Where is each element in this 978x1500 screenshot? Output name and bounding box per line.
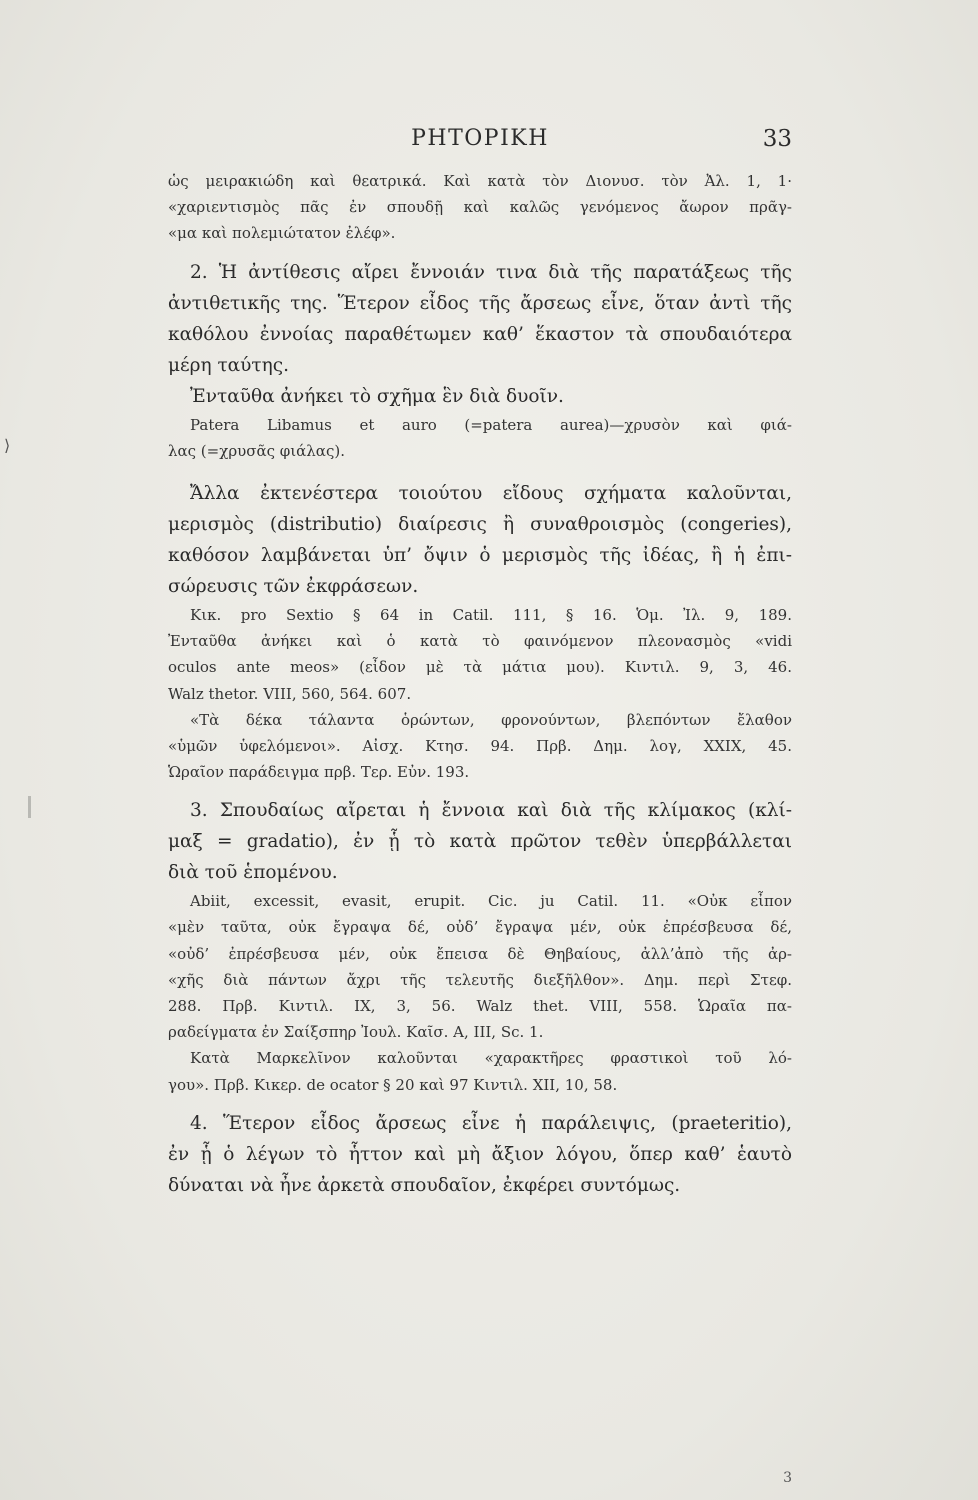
text-line: μαξ = gradatio), ἐν ᾗ τὸ κατὰ πρῶτον τεθὲν ὑπερβάλλεται (168, 831, 792, 853)
text-line: ὡς μειρακιώδη καὶ θεατρικά. Καὶ κατὰ τὸν Διονυσ. τὸν Ἀλ. 1, 1· (168, 172, 792, 190)
margin-bracket-mark: ⟩ (4, 436, 11, 455)
text-line: «χῆς διὰ πάντων ἄχρι τῆς τελευτῆς διεξῆλθον». Δημ. περὶ Στεφ. (168, 970, 792, 989)
ink-spot (28, 796, 31, 818)
text-line: Abiit, excessit, evasit, erupit. Cic. ju Catil. 11. «Οὐκ εἶπον (190, 892, 792, 911)
text-line: «ὑμῶν ὑφελόμενοι». Αἰσχ. Κτησ. 94. Πρβ. Δημ. λογ, XXIX, 45. (168, 736, 792, 755)
page-header (168, 126, 792, 160)
text-line: ἀντιθετικῆς της. Ἕτερον εἶδος τῆς ἄρσεως εἶνε, ὅταν ἀντὶ τῆς (168, 292, 792, 314)
text-line: «οὐδ’ ἐπρέσβευσα μέν, οὐκ ἔπεισα δὲ Θηβαίους, ἀλλ’ἀπὸ τῆς ἀρ- (168, 944, 792, 963)
paragraph-2-start: 2. Ἡ ἀντίθεσις αἴρει ἔννοιάν τινα διὰ τῆς παρατάξεως τῆς (190, 261, 792, 283)
text-line: καθόσον λαμβάνεται ὑπ’ ὄψιν ὁ μερισμὸς τῆς ἰδέας, ἢ ἡ ἐπι- (168, 544, 792, 566)
text-line: σώρευσις τῶν ἐκφράσεων. (168, 575, 419, 597)
text-line: γου». Πρβ. Κικερ. de ocator § 20 καὶ 97 Κιντιλ. XII, 10, 58. (168, 1075, 618, 1094)
text-line: «μα καὶ πολεμιώτατον ἐλέφ». (168, 224, 396, 243)
text-line: διὰ τοῦ ἑπομένου. (168, 862, 338, 884)
text-line: ἐν ᾗ ὁ λέγων τὸ ἧττον καὶ μὴ ἄξιον λόγου, ὅπερ καθ’ ἑαυτὸ (168, 1143, 792, 1165)
text-line: μέρη ταύτης. (168, 354, 289, 376)
printer-signature-mark: 3 (783, 1470, 792, 1486)
text-line: «Τὰ δέκα τάλαντα ὁρώντων, φρονούντων, βλεπόντων ἔλαθον (190, 710, 792, 729)
text-line: λας (=χρυσᾶς φιάλας). (168, 441, 345, 460)
text-line: μερισμὸς (distributio) διαίρεσις ἢ συναθροισμὸς (congeries), (168, 513, 792, 535)
text-line: Κατὰ Μαρκελῖνον καλοῦνται «χαρακτῆρες φραστικοὶ τοῦ λό- (190, 1049, 792, 1068)
text-line: Ὡραῖον παράδειγμα πρβ. Τερ. Εὐν. 193. (168, 763, 470, 782)
paragraph-4-start: 4. Ἕτερον εἶδος ἄρσεως εἶνε ἡ παράλειψις, (praeteritio), (190, 1112, 792, 1134)
text-line: «μὲν ταῦτα, οὐκ ἔγραψα δέ, οὐδ’ ἔγραψα μέν, οὐκ ἐπρέσβευσα δέ, (168, 918, 792, 937)
text-line: Ἐνταῦθα ἀνήκει τὸ σχῆμα ἓν διὰ δυοῖν. (190, 385, 564, 407)
page-number: 33 (762, 126, 792, 152)
text-line: Ἄλλα ἐκτενέστερα τοιούτου εἴδους σχήματα καλοῦνται, (190, 482, 792, 504)
text-line: 288. Πρβ. Κιντιλ. IX, 3, 56. Walz thet. VIII, 558. Ὡραῖα πα- (168, 997, 792, 1015)
text-line: καθόλου ἐννοίας παραθέτωμεν καθ’ ἕκαστον τὰ σπουδαιότερα (168, 323, 792, 345)
text-line: «χαριεντισμὸς πᾶς ἐν σπουδῇ καὶ καλῶς γενόμενος ἄωρον πρᾶγ- (168, 198, 792, 217)
text-line: δύναται νὰ ἦνε ἀρκετὰ σπουδαῖον, ἐκφέρει συντόμως. (168, 1174, 681, 1196)
text-line: Walz thetor. VIII, 560, 564. 607. (168, 684, 412, 703)
text-line: Κικ. pro Sextio § 64 in Catil. 111, § 16. Ὁμ. Ἰλ. 9, 189. (190, 605, 792, 624)
text-line: Patera Libamus et auro (=patera aurea)—χρυσὸν καὶ φιά- (190, 415, 792, 434)
running-title: ΡΗΤΟΡΙΚΗ (411, 126, 549, 151)
text-line: Ἐνταῦθα ἀνήκει καὶ ὁ κατὰ τὸ φαινόμενον πλεονασμὸς «vidi (168, 632, 792, 651)
text-line: ραδείγματα ἐν Σαίξσπηρ Ἰουλ. Καῖσ. Α, III, Sc. 1. (168, 1023, 544, 1042)
page-body (168, 168, 792, 1201)
text-line: oculos ante meos» (εἶδον μὲ τὰ μάτια μου). Κιντιλ. 9, 3, 46. (168, 658, 792, 677)
paragraph-3-start: 3. Σπουδαίως αἴρεται ἡ ἔννοια καὶ διὰ τῆς κλίμακος (κλί- (190, 800, 792, 822)
